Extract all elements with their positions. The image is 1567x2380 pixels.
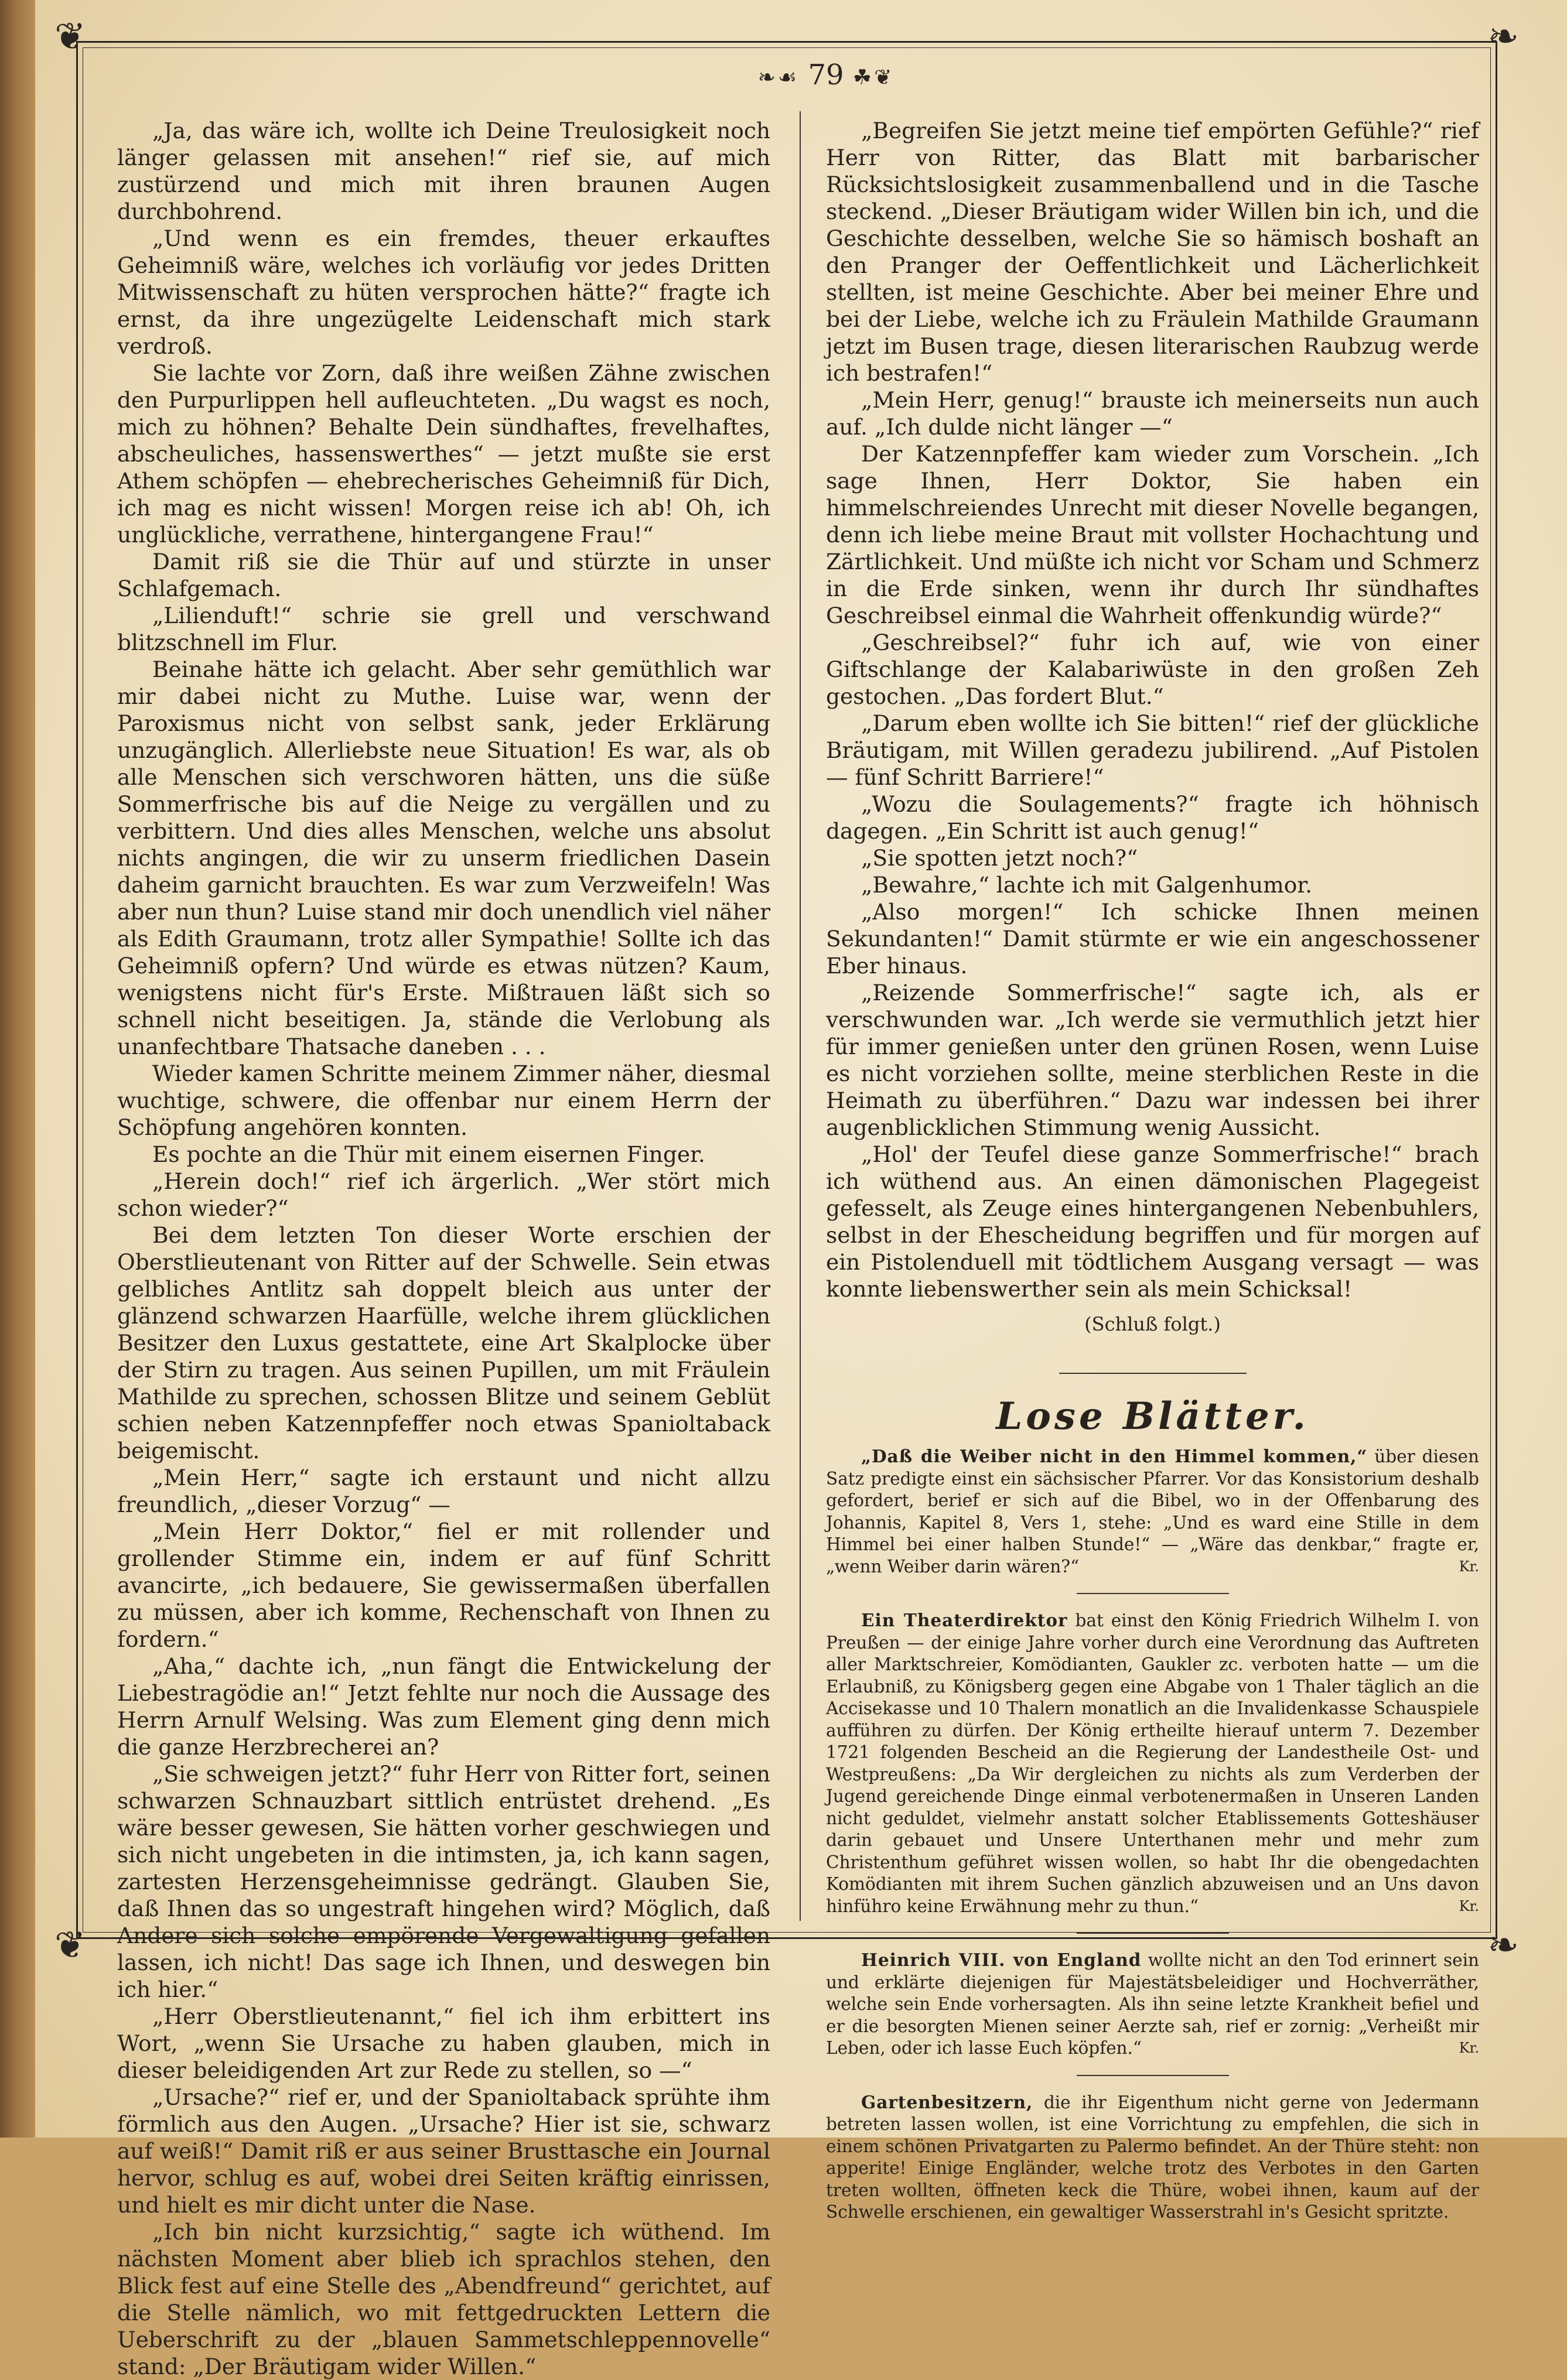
anecdote-item [826,2091,1479,2224]
paragraph: Damit riß sie die Thür auf und stürzte in unser Schlafgemach. [117,549,770,601]
paragraph: „Ursache?“ rief er, und der Spanioltaback sprühte ihm förmlich aus den Augen. „Ursache? Hier ist sie, schwarz auf weiß!“ Damit riß er aus seiner Brusttasche ein Journal hervor, schlug es auf, wobei drei Seiten kräftig einrissen, und hielt es mir dicht unter die Nase. [117,2084,770,2218]
paragraph: „Reizende Sommerfrische!“ sagte ich, als er verschwunden war. „Ich werde sie vermuthlich jetzt hier für immer genießen unter den grünen Rosen, wenn Luise es nicht vorziehen sollte, meine sterblichen Reste in die Heimath zu überführen.“ Dazu war indessen bei ihrer augenblicklichen Stimmung wenig Aussicht. [826,980,1479,1140]
paragraph: „Mein Herr,“ sagte ich erstaunt und nicht allzu freundlich, „dieser Vorzug“ — [117,1465,770,1517]
anecdote-lead: Ein Theaterdirektor [861,1610,1068,1630]
anecdote-text: bat einst den König Friedrich Wilhelm I. von Preußen — der einige Jahre vorher durch eine Verordnung das Auftreten aller Marktschreier, Komödianten, Gaukler zc. verboten hatte — um die Erlaubniß, zu Königsberg gegen eine Abgabe von 1 Thaler täglich an die Accisekasse und 10 Thalern monatlich an die Invalidenkasse Schauspiele aufführen zu dürfen. Der König ertheilte hierauf unterm 7. Dezember 1721 folgenden Bescheid an die Regierung der Landestheile Ost- und Westpreußens: „Da Wir dergleichen zu nichts als zum Verderben der Jugend gereichende Dinge einmal verbotenermaßen in Unseren Landen nicht geduldet, vielmehr anstatt solcher Etablissements Gotteshäuser darin gebauet und Unsere Unterthanen mehr und mehr zum Christenthum geführet wissen wollen, so habt Ihr die obengedachten Komödianten mit ihrem Suchen gänzlich abzuweisen und an Uns davon hinführo keine Erwähnung mehr zu thun.“ [826,1610,1479,1916]
paragraph: Sie lachte vor Zorn, daß ihre weißen Zähne zwischen den Purpurlippen hell aufleuchteten. „Du wagst es noch, mich zu höhnen? Behalte Dein sündhaftes, frevelhaftes, abscheuliches, hassenswerthes“ — jetzt mußte sie erst Athem schöpfen — ehebrecherisches Geheimniß für Dich, ich mag es nicht wissen! Morgen reise ich ab! Oh, ich unglückliche, verrathene, hintergangene Frau!“ [117,360,770,548]
item-divider [1077,1933,1229,1934]
paragraph: Beinahe hätte ich gelacht. Aber sehr gemüthlich war mir dabei nicht zu Muthe. Luise war, wenn der Paroxismus nicht von selbst sank, jeder Erklärung unzugänglich. Allerliebste neue Situation! Es war, als ob alle Menschen sich verschworen hätten, uns die süße Sommerfrische bis auf die Neige zu vergällen und zu verbittern. Und dies alles Menschen, welche uns absolut nichts angingen, die wir zu unserm friedlichen Dasein daheim garnicht brauchten. Es war zum Verzweifeln! Was aber nun thun? Luise stand mir doch unendlich viel näher als Edith Graumann, trotz aller Sympathie! Sollte ich das Geheimniß opfern? Und würde es etwas nützen? Kaum, wenigstens nicht für's Erste. Mißtrauen läßt sich so schnell nicht beseitigen. Ja, stände die Verlobung als unanfechtbare Thatsache daneben . . . [117,656,770,1059]
anecdote-item [826,1445,1479,1578]
item-divider [1077,2075,1229,2076]
paragraph: „Mein Herr Doktor,“ fiel er mit rollender und grollender Stimme ein, indem er auf fünf Schritt avancirte, „ich bedauere, Sie gewissermaßen überfallen zu müssen, aber ich komme, Rechenschaft von Ihnen zu fordern.“ [117,1519,770,1652]
paragraph: „Sie spotten jetzt noch?“ [861,845,1138,871]
paragraph: „Hol' der Teufel diese ganze Sommerfrische!“ brach ich wüthend aus. An einen dämonischen Plagegeist gefesselt, als Zeuge eines hintergangenen Nebenbuhlers, selbst in der Ehescheidung begriffen und für morgen auf ein Pistolenduell mit tödtlichem Ausgang versagt — was konnte liebenswerther sein als mein Schicksal! [826,1141,1479,1302]
to-be-continued-note: (Schluß folgt.) [1084,1313,1221,1335]
page [35,0,1567,2379]
page-number-ornament-left-icon: ❧☙ [757,66,800,90]
paragraph: „Begreifen Sie jetzt meine tief empörten Gefühle?“ rief Herr von Ritter, das Blatt mit barbarischer Rücksichtslosigkeit zusammenballend und in die Tasche steckend. „Dieser Bräutigam wider Willen bin ich, und die Geschichte desselben, welche Sie so hämisch boshaft an den Pranger der Oeffentlichkeit und Lächerlichkeit stellten, ist meine Geschichte. Aber bei meiner Ehre und bei der Liebe, welche ich zu Fräulein Mathilde Graumann jetzt im Busen trage, diesen literarischen Raubzug werde ich bestrafen!“ [826,118,1479,386]
column-divider [800,111,801,1921]
left-column [117,117,770,2380]
anecdote-signature: Kr. [1459,1897,1479,1914]
anecdote-item [826,1949,1479,2060]
paragraph: „Sie schweigen jetzt?“ fuhr Herr von Ritter fort, seinen schwarzen Schnauzbart sittlich entrüstet drehend. „Es wäre besser gewesen, Sie hätten vorher geschwiegen und sich nicht ungebeten in die intimsten, ja, ich kann sagen, zartesten Herzensgeheimnisse gedrängt. Glauben Sie, daß Ihnen das so ungestraft hingehen wird? Möglich, daß Andere sich solche empörende Vergewaltigung gefallen lassen, ich nicht! Das sage ich Ihnen, und deswegen bin ich hier.“ [117,1761,770,2002]
anecdote-item [826,1609,1479,1917]
anecdote-text: wollte nicht an den Tod erinnert sein und erklärte diejenigen für Majestätsbeleidiger und Hochverräther, welche sein Ende vorhersagten. Als ihn seine letzte Krankheit befiel und er die besorgten Mienen seiner Aerzte sah, rief er zornig: „Verheißt mir Leben, oder ich lasse Euch köpfen.“ [826,1950,1480,2058]
anecdote-lead: Gartenbesitzern, [861,2091,1033,2112]
paragraph: „Mein Herr, genug!“ brauste ich meinerseits nun auch auf. „Ich dulde nicht länger —“ [826,387,1479,440]
page-number: 79 [808,59,844,91]
corner-ornament-icon: ❧ [1487,1924,1519,1967]
anecdote-lead: Heinrich VIII. von England [861,1950,1142,1970]
anecdote-text: über diesen Satz predigte einst ein sächsischer Pfarrer. Vor das Konsistorium deshalb gefordert, berief er sich auf die Bibel, wo in der Offenbarung des Johannis, Kapitel 8, Vers 1, stehe: „Und es ward eine Stille in dem Himmel bei einer halben Stunde!“ — „Wäre das denkbar,“ fragte er, „wenn Weiber darin wären?“ [826,1447,1479,1577]
paragraph: Es pochte an die Thür mit einem eisernen Finger. [152,1141,705,1167]
paragraph: Der Katzennpfeffer kam wieder zum Vorschein. „Ich sage Ihnen, Herr Doktor, Sie haben ein himmelschreiendes Unrecht mit dieser Novelle begangen, denn ich liebe meine Braut mit vollster Hochachtung und Zärtlichkeit. Und müßte ich nicht vor Scham und Schmerz in die Erde sinken, wenn ihr durch Ihr sündhaftes Geschreibsel einmal die Wahrheit offenkundig würde?“ [826,441,1479,628]
paragraph: „Bewahre,“ lachte ich mit Galgenhumor. [861,872,1313,898]
anecdote-text: die ihr Eigenthum nicht gerne von Jedermann betreten lassen wollen, ist eine Vorrichtung zu empfehlen, die sich in einem schönen Privatgarten zu Palermo befindet. An der Thüre steht: non apperite! Einige Engländer, welche trotz des Verbotes in den Garten treten wollten, öffneten keck die Thüre, wobei ihnen, kaum auf der Schwelle erschienen, ein gewaltiger Wasserstrahl in's Gesicht spritzte. [826,2092,1479,2222]
section-divider [1059,1373,1247,1374]
paragraph: „Wozu die Soulagements?“ fragte ich höhnisch dagegen. „Ein Schritt ist auch genug!“ [826,791,1479,844]
corner-ornament-icon: ❦ [54,1924,86,1967]
book-spine [0,0,35,2138]
anecdote-lead: „Daß die Weiber nicht in den Himmel kommen,“ [861,1446,1368,1466]
item-divider [1077,1593,1229,1594]
paragraph: „Aha,“ dachte ich, „nun fängt die Entwickelung der Liebestragödie an!“ Jetzt fehlte nur noch die Aussage des Herrn Arnulf Welsing. Was zum Element ging denn mich die ganze Herzbrecherei an? [117,1653,770,1760]
page-number-ornament-right-icon: ☘❦ [852,66,895,90]
anecdote-signature: Kr. [1459,2040,1479,2056]
right-column [826,117,1479,2224]
paragraph: „Darum eben wollte ich Sie bitten!“ rief der glückliche Bräutigam, mit Willen geradezu jubilirend. „Auf Pistolen — fünf Schritt Barriere!“ [826,710,1479,790]
section-title: Lose Blätter. [996,1394,1309,1438]
paragraph: „Ich bin nicht kurzsichtig,“ sagte ich wüthend. Im nächsten Moment aber blieb ich sprachlos stehen, den Blick fest auf eine Stelle des „Abendfreund“ gerichtet, auf die Stelle nämlich, wo mit fettgedruckten Lettern die Ueberschrift zu der „blauen Sammetschleppennovelle“ stand: „Der Bräutigam wider Willen.“ [117,2219,770,2379]
anecdote-signature: Kr. [1459,1558,1479,1575]
paragraph: „Und wenn es ein fremdes, theuer erkauftes Geheimniß wäre, welches ich vorläufig vor jedes Dritten Mitwissenschaft zu hüten versprochen hätte?“ fragte ich ernst, da ihre ungezügelte Leidenschaft mich stark verdroß. [117,225,770,359]
paragraph: „Herein doch!“ rief ich ärgerlich. „Wer stört mich schon wieder?“ [117,1168,770,1221]
paragraph: „Lilienduft!“ schrie sie grell und verschwand blitzschnell im Flur. [117,603,770,655]
paragraph: „Also morgen!“ Ich schicke Ihnen meinen Sekundanten!“ Damit stürmte er wie ein angeschossener Eber hinaus. [826,899,1479,979]
paragraph: „Herr Oberstlieutenannt,“ fiel ich ihm erbittert ins Wort, „wenn Sie Ursache zu haben glauben, mich in dieser beleidigenden Art zur Rede zu stellen, so —“ [117,2003,770,2083]
corner-ornament-icon: ❦ [54,15,86,59]
paragraph: „Geschreibsel?“ fuhr ich auf, wie von einer Giftschlange der Kalabariwüste in den großen Zeh gestochen. „Das fordert Blut.“ [826,630,1479,709]
paragraph: Wieder kamen Schritte meinem Zimmer näher, diesmal wuchtige, schwere, die offenbar nur einem Herrn der Schöpfung angehören konnten. [117,1061,770,1140]
corner-ornament-icon: ❧ [1487,15,1519,59]
page-number-header [709,59,943,91]
paragraph: Bei dem letzten Ton dieser Worte erschien der Oberstlieutenant von Ritter auf der Schwelle. Sein etwas gelbliches Antlitz sah doppelt bleich aus unter der glänzend schwarzen Haarfülle, welche ihrem glücklichen Besitzer den Luxus gestattete, eine Art Skalplocke über der Stirn zu tragen. Aus seinen Pupillen, um mit Fräulein Mathilde zu sprechen, schossen Blitze und seinem Geblüt schien neben Katzennpfeffer noch etwas Spanioltaback beigemischt. [117,1222,770,1463]
paragraph: „Ja, das wäre ich, wollte ich Deine Treulosigkeit noch länger gelassen mit ansehen!“ rief sie, auf mich zustürzend und mich mit ihren braunen Augen durchbohrend. [117,118,770,224]
